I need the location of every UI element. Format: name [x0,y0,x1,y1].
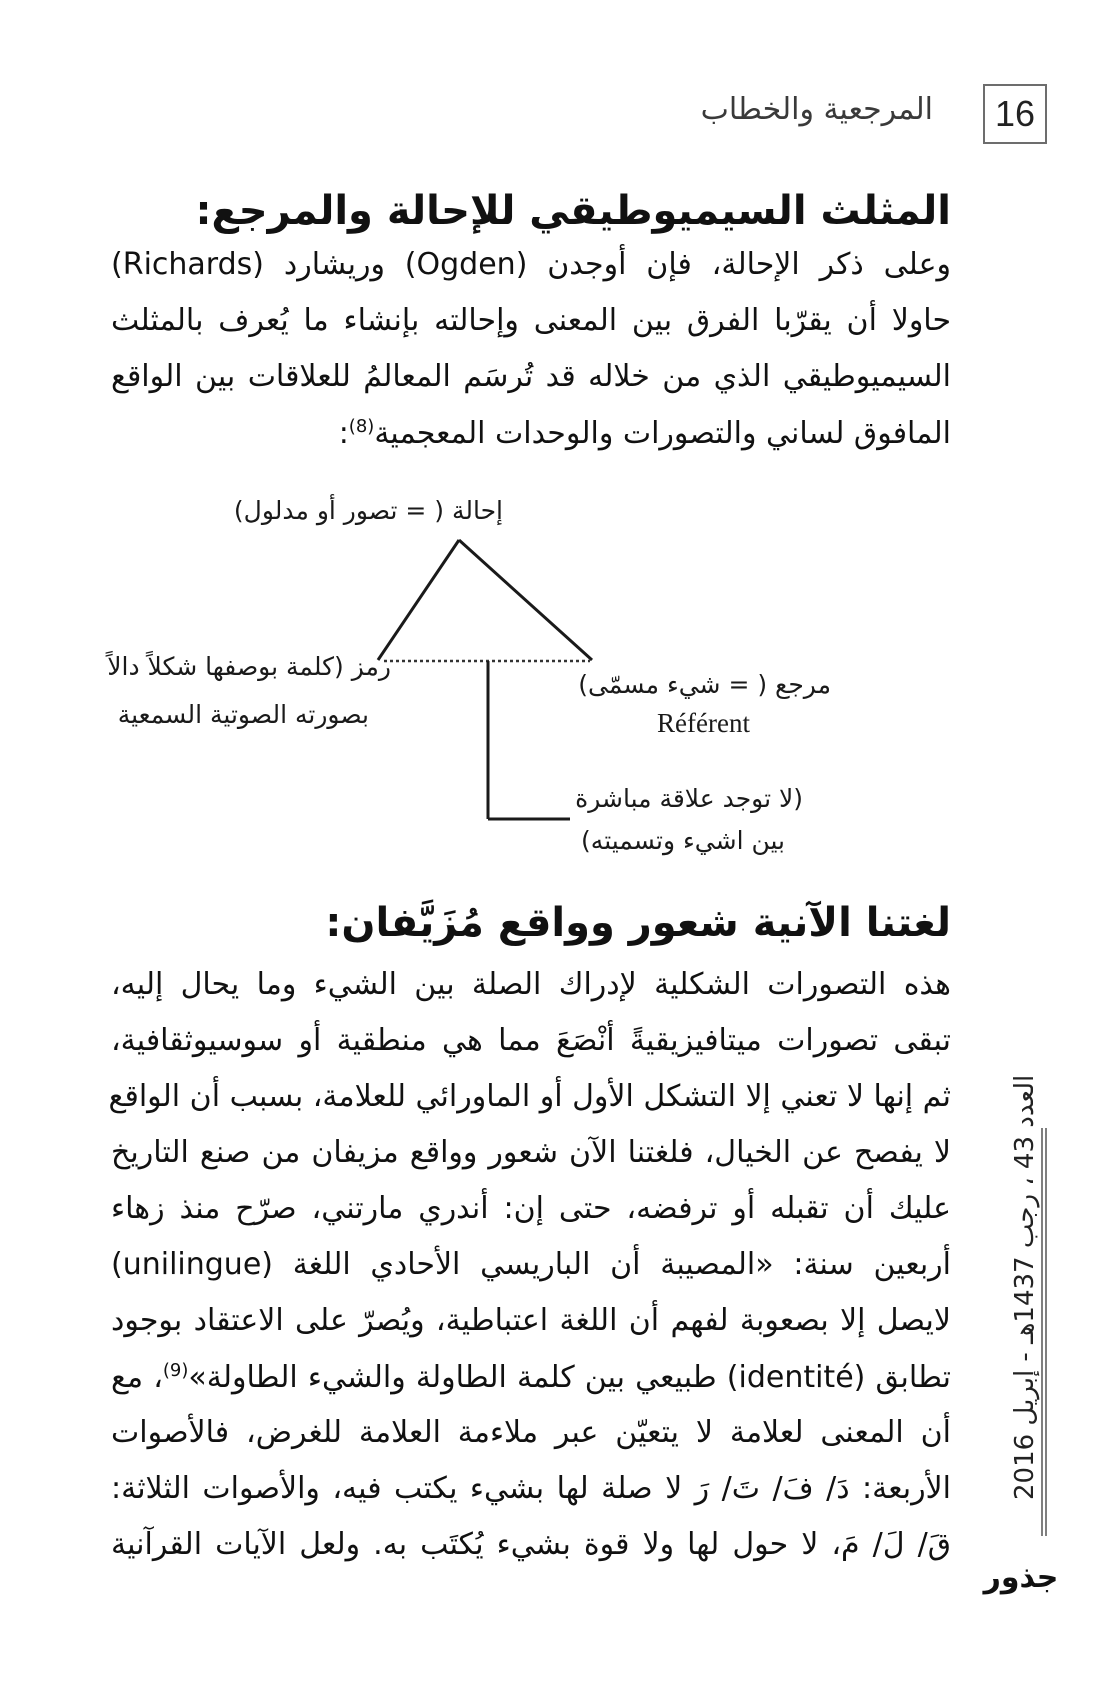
paragraph-line: وعلى ذكر الإحالة، فإن أوجدن (Ogden) وريشارد (Richards) [111,247,951,282]
running-title: المرجعية والخطاب [700,92,933,127]
magazine-logo: جذور [983,1559,1059,1595]
paragraph-line: تبقى تصورات ميتافيزيقيةً أنْصَعَ مما هي منطقية أو سوسيوثقافية، [111,1023,951,1058]
paragraph-line: أربعين سنة: «المصيبة أن الباريسي الأحادي اللغة (unilingue) [111,1247,951,1282]
paragraph-line: تطابق (identité) طبيعي بين كلمة الطاولة والشيء الطاولة»$^{(9)}$، مع [111,1360,951,1395]
section-heading-language: لغتنا الآنية شعور وواقع مُزَيَّفان: [325,900,951,946]
paragraph-line: لا يفصح عن الخيال، فلغتنا الآن شعور وواقع مزيفان من صنع التاريخ [111,1135,951,1170]
label-referent-line2: Référent [657,708,750,738]
paragraph-line: المافوق لساني والتصورات والوحدات المعجمية$^{(8)}$: [338,416,951,451]
label-referent-line1: مرجع ( = شيء مسمّى) [578,670,831,699]
label-symbol-line1: رمز (كلمة بوصفها شكلاً دالاً [107,652,391,681]
section-heading-semiotic-triangle: المثلث السيميوطيقي للإحالة والمرجع: [195,188,951,234]
page-number: 16 [983,84,1047,144]
paragraph-line: عليك أن تقبله أو ترفضه، حتى إن: أندري مارتني، صرّح منذ زهاء [111,1191,951,1226]
issue-info: العدد 43 ، رجب 1437هـ - إبريل 2016 [1010,1074,1040,1500]
paragraph-line: أن المعنى لعلامة لا يتعيّن عبر ملاءمة العلامة للغرض، فالأصوات [111,1415,951,1450]
paragraph-line: حاولا أن يقرّبا الفرق بين المعنى وإحالته بإنشاء ما يُعرف بالمثلث [111,303,951,338]
paragraph-line: الأربعة: دَ/ فَ/ تَ/ رَ لا صلة لها بشيء يكتب فيه، والأصوات الثلاثة: [111,1471,951,1506]
label-reference: إحالة ( = تصور أو مدلول) [233,496,503,525]
label-no-relation-line1: (لا توجد علاقة مباشرة [575,784,803,813]
paragraph-line: السيميوطيقي الذي من خلاله قد تُرسَم المعالمُ للعلاقات بين الواقع [111,359,951,394]
paragraph-line: لايصل إلا بصعوبة لفهم أن اللغة اعتباطية، ويُصرّ على الاعتقاد بوجود [111,1303,951,1338]
paragraph-line: قَ/ لَ/ مَ، لا حول لها ولا قوة بشيء يُكتَب به. ولعل الآيات القرآنية [111,1527,951,1562]
paragraph-line: ثم إنها لا تعني إلا التشكل الأول أو الماورائي للعلامة، بسبب أن الواقع [108,1079,951,1114]
paragraph-line: هذه التصورات الشكلية لإدراك الصلة بين الشيء وما يحال إليه، [111,967,951,1002]
footnote-ref: (8) [348,416,375,437]
footnote-ref: (9) [162,1360,189,1381]
label-no-relation-line2: بين اشيء وتسميته) [581,826,785,855]
label-symbol-line2: بصورته الصوتية السمعية [117,700,369,729]
